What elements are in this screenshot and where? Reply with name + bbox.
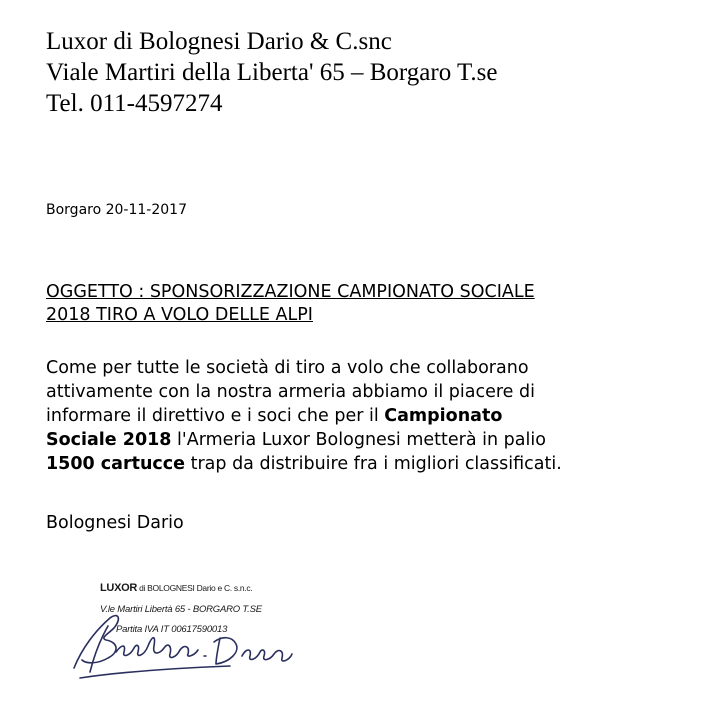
body-line-2: attivamente con la nostra armeria abbiamo il piacere di <box>46 382 535 402</box>
body-line-5 <box>46 452 696 476</box>
company-stamp <box>60 560 320 690</box>
letter-subject <box>46 281 686 327</box>
body-line-4 <box>46 428 696 452</box>
stamp-name: LUXOR <box>100 582 138 594</box>
body-line-4-bold: Sociale 2018 <box>46 430 172 450</box>
body-line-3-bold: Campionato <box>384 406 503 426</box>
stamp-name-suffix: di BOLOGNESI Dario e C. s.n.c. <box>137 583 253 593</box>
company-phone: Tel. 011-4597274 <box>46 90 223 117</box>
body-line-4-text: l'Armeria Luxor Bolognesi metterà in palio <box>171 430 546 450</box>
body-line-3 <box>46 404 696 428</box>
body-line-3-text: informare il direttivo e i soci che per il <box>46 406 385 426</box>
company-name: Luxor di Bolognesi Dario & C.snc <box>46 28 392 55</box>
stamp-vat: Partita IVA IT 00617590013 <box>116 624 228 635</box>
body-line-1: Come per tutte le società di tiro a volo che collaborano <box>46 358 529 378</box>
stamp-address: V.le Martiri Libertà 65 - BORGARO T.SE <box>100 604 262 615</box>
signer-name: Bolognesi Dario <box>46 513 184 533</box>
subject-line-1: OGGETTO : SPONSORIZZAZIONE CAMPIONATO SOCIALE <box>46 282 535 302</box>
company-address: Viale Martiri della Liberta' 65 – Borgaro T.se <box>46 59 498 86</box>
handwritten-signature-icon <box>60 560 320 690</box>
letterhead <box>46 26 497 119</box>
letter-body <box>46 356 696 476</box>
body-line-5-text: trap da distribuire fra i migliori classificati. <box>185 454 562 474</box>
subject-line-2: 2018 TIRO A VOLO DELLE ALPI <box>46 305 313 325</box>
letter-date: Borgaro 20-11-2017 <box>46 202 187 218</box>
body-line-5-bold: 1500 cartucce <box>46 454 186 474</box>
